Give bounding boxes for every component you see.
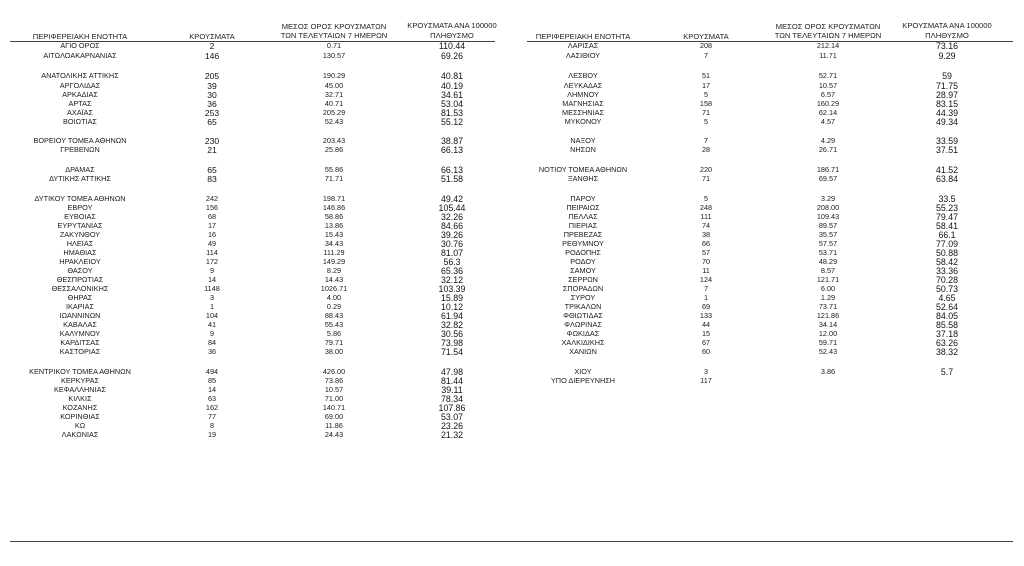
right-avg-7day-value: 8.57 (820, 266, 836, 275)
right-per100k-value: 37.18 (935, 329, 959, 339)
right-avg-7day-value: 12.00 (818, 329, 838, 338)
left-per100k-value: 32.82 (440, 320, 464, 330)
right-cases-value: 74 (701, 221, 711, 230)
right-per100k-value: 59 (942, 71, 952, 81)
right-per100k-value: 49.34 (935, 117, 959, 127)
left-cases-value: 1 (209, 302, 215, 311)
header-per100k-right-line2: ΠΛΗΘΥΣΜΟ (925, 31, 969, 40)
left-region-name: ΚΑΡΔΙΤΣΑΣ (60, 338, 100, 347)
right-region-name: ΠΕΙΡΑΙΩΣ (566, 203, 600, 212)
right-avg-7day-value: 69.57 (818, 174, 838, 183)
left-per100k-value: 55.12 (440, 117, 464, 127)
left-cases-value: 65 (207, 165, 217, 175)
left-region-name: ΑΓΙΟ ΟΡΟΣ (60, 41, 100, 50)
left-per100k-value: 30.76 (440, 239, 464, 249)
left-cases-value: 230 (204, 136, 220, 146)
left-cases-value: 156 (205, 203, 219, 212)
left-per100k-value: 105.44 (438, 203, 466, 213)
left-region-name: ΑΡΓΟΛΙΔΑΣ (59, 81, 101, 90)
right-cases-value: 7 (703, 284, 709, 293)
right-region-name: ΠΕΛΛΑΣ (568, 212, 598, 221)
left-cases-value: 77 (207, 412, 217, 421)
left-avg-7day-value: 15.43 (324, 230, 344, 239)
right-region-name: ΡΕΘΥΜΝΟΥ (562, 239, 604, 248)
right-per100k-value: 44.39 (935, 108, 959, 118)
left-per100k-value: 66.13 (440, 145, 464, 155)
left-per100k-value: 34.61 (440, 90, 464, 100)
left-per100k-value: 39.11 (441, 385, 463, 395)
right-region-name: ΛΑΣΙΘΙΟΥ (565, 51, 601, 60)
left-cases-value: 9 (209, 329, 215, 338)
left-cases-value: 14 (207, 385, 217, 394)
header-per100k-right-line1: ΚΡΟΥΣΜΑΤΑ ΑΝΑ 100000 (902, 21, 992, 30)
header-cases-right: ΚΡΟΥΣΜΑΤΑ (683, 32, 729, 41)
left-per100k-value: 53.07 (440, 412, 464, 422)
left-per100k-value: 107.86 (438, 403, 466, 413)
left-per100k-value: 21.32 (440, 430, 464, 440)
right-per100k-value: 33.5 (938, 194, 956, 204)
right-region-name: ΜΕΣΣΗΝΙΑΣ (562, 108, 604, 117)
left-region-name: ΗΛΕΙΑΣ (66, 239, 94, 248)
right-cases-value: 133 (699, 311, 713, 320)
left-per100k-value: 53.04 (440, 99, 464, 109)
right-cases-value: 11 (702, 266, 710, 275)
left-cases-value: 205 (204, 71, 220, 81)
left-avg-7day-value: 11.86 (325, 421, 343, 430)
left-avg-7day-value: 58.86 (324, 212, 344, 221)
right-avg-7day-value: 186.71 (816, 165, 840, 174)
left-avg-7day-value: 0.71 (326, 41, 342, 50)
left-avg-7day-value: 38.00 (324, 347, 344, 356)
right-cases-value: 60 (701, 347, 711, 356)
left-cases-value: 253 (204, 108, 220, 118)
left-region-name: ΓΡΕΒΕΝΩΝ (60, 145, 100, 154)
left-avg-7day-value: 8.29 (326, 266, 342, 275)
left-avg-7day-value: 52.43 (324, 117, 344, 126)
left-cases-value: 16 (207, 230, 217, 239)
left-cases-value: 84 (207, 338, 217, 347)
left-cases-value: 68 (207, 212, 217, 221)
left-per100k-value: 32.26 (440, 212, 464, 222)
left-region-name: ΔΡΑΜΑΣ (65, 165, 95, 174)
right-per100k-value: 77.09 (935, 239, 959, 249)
right-region-name: ΦΛΩΡΙΝΑΣ (564, 320, 602, 329)
right-per100k-value: 58.42 (935, 257, 959, 267)
left-region-name: ΕΥΒΟΙΑΣ (64, 212, 96, 221)
right-cases-value: 15 (701, 329, 711, 338)
header-avg-right-line1: ΜΕΣΟΣ ΟΡΟΣ ΚΡΟΥΣΜΑΤΩΝ (775, 22, 881, 31)
left-region-name: ΚΕΡΚΥΡΑΣ (60, 376, 100, 385)
left-region-name: ΙΩΑΝΝΙΝΩΝ (59, 311, 101, 320)
left-per100k-value: 47.98 (440, 367, 464, 377)
right-avg-7day-value: 208.00 (816, 203, 840, 212)
left-avg-7day-value: 10.57 (324, 385, 344, 394)
left-avg-7day-value: 55.43 (324, 320, 344, 329)
right-cases-value: 7 (703, 51, 709, 60)
right-region-name: ΠΡΕΒΕΖΑΣ (563, 230, 603, 239)
right-cases-value: 71 (701, 174, 711, 183)
right-region-name: ΧΙΟΥ (574, 367, 592, 376)
left-cases-value: 162 (205, 403, 219, 412)
right-cases-value: 117 (700, 376, 712, 385)
right-cases-value: 57 (701, 248, 711, 257)
left-avg-7day-value: 426.00 (322, 367, 346, 376)
left-region-name: ΛΑΚΩΝΙΑΣ (61, 430, 99, 439)
left-cases-value: 2 (209, 41, 215, 51)
right-avg-7day-value: 1.29 (820, 293, 836, 302)
left-cases-value: 146 (204, 51, 220, 61)
right-region-name: ΝΑΞΟΥ (570, 136, 596, 145)
left-region-name: ΚΟΡΙΝΘΙΑΣ (60, 412, 100, 421)
right-avg-7day-value: 53.71 (818, 248, 838, 257)
left-per100k-value: 49.42 (440, 194, 464, 204)
left-per100k-value: 81.07 (440, 248, 464, 258)
left-region-name: ΗΡΑΚΛΕΙΟΥ (59, 257, 101, 266)
right-region-name: ΠΑΡΟΥ (570, 194, 596, 203)
right-cases-value: 7 (703, 136, 709, 145)
left-cases-value: 21 (207, 145, 217, 155)
left-per100k-value: 73.98 (440, 338, 464, 348)
left-region-name: ΚΕΝΤΡΙΚΟΥ ΤΟΜΕΑ ΑΘΗΝΩΝ (29, 367, 131, 376)
left-per100k-value: 23.26 (440, 421, 464, 431)
left-region-name: ΑΡΚΑΔΙΑΣ (62, 90, 98, 99)
right-region-name: ΡΟΔΟΠΗΣ (565, 248, 601, 257)
right-region-name: ΞΑΝΘΗΣ (567, 174, 599, 183)
header-cases-left: ΚΡΟΥΣΜΑΤΑ (189, 32, 235, 41)
right-region-name: ΠΙΕΡΙΑΣ (568, 221, 598, 230)
left-cases-value: 63 (207, 394, 217, 403)
right-avg-7day-value: 11.71 (819, 51, 837, 60)
left-cases-value: 65 (207, 117, 217, 127)
right-region-name: ΣΠΟΡΑΔΩΝ (562, 284, 604, 293)
left-cases-value: 14 (207, 275, 217, 284)
left-cases-value: 83 (207, 174, 217, 184)
left-region-name: ΚΩ (74, 421, 86, 430)
right-avg-7day-value: 52.71 (818, 71, 838, 80)
right-avg-7day-value: 4.29 (820, 136, 836, 145)
left-region-name: ΚΕΦΑΛΛΗΝΙΑΣ (54, 385, 106, 394)
left-cases-value: 36 (207, 347, 217, 356)
left-cases-value: 242 (205, 194, 219, 203)
right-cases-value: 66 (701, 239, 711, 248)
left-region-name: ΚΑΛΥΜΝΟΥ (59, 329, 101, 338)
header-avg-left-line1: ΜΕΣΟΣ ΟΡΟΣ ΚΡΟΥΣΜΑΤΩΝ (281, 22, 387, 31)
left-cases-value: 49 (207, 239, 217, 248)
left-avg-7day-value: 71.71 (324, 174, 344, 183)
right-avg-7day-value: 26.71 (818, 145, 838, 154)
right-per100k-value: 73.16 (935, 41, 959, 51)
right-per100k-value: 63.26 (935, 338, 959, 348)
left-avg-7day-value: 203.43 (322, 136, 346, 145)
left-per100k-value: 39.26 (440, 230, 464, 240)
right-per100k-value: 41.52 (935, 165, 959, 175)
right-region-name: ΝΟΤΙΟΥ ΤΟΜΕΑ ΑΘΗΝΩΝ (538, 165, 628, 174)
right-avg-7day-value: 89.57 (818, 221, 838, 230)
right-cases-value: 158 (699, 99, 713, 108)
left-per100k-value: 71.54 (440, 347, 464, 357)
left-per100k-value: 66.13 (440, 165, 464, 175)
left-per100k-value: 81.44 (440, 376, 464, 386)
right-avg-7day-value: 73.71 (818, 302, 838, 311)
left-region-name: ΒΟΙΩΤΙΑΣ (63, 117, 97, 126)
left-cases-value: 9 (209, 266, 215, 275)
right-avg-7day-value: 4.57 (820, 117, 836, 126)
left-region-name: ΑΧΑΪΑΣ (66, 108, 94, 117)
left-per100k-value: 110.44 (438, 41, 466, 51)
left-per100k-value: 69.26 (440, 51, 464, 61)
left-avg-7day-value: 198.71 (322, 194, 346, 203)
right-per100k-value: 37.51 (935, 145, 959, 155)
left-region-name: ΖΑΚΥΝΘΟΥ (59, 230, 101, 239)
right-per100k-value: 70.28 (935, 275, 959, 285)
left-avg-7day-value: 24.43 (324, 430, 344, 439)
left-cases-value: 104 (205, 311, 219, 320)
left-avg-7day-value: 130.57 (322, 51, 346, 60)
right-cases-value: 248 (699, 203, 713, 212)
left-region-name: ΗΜΑΘΙΑΣ (63, 248, 97, 257)
right-avg-7day-value: 212.14 (816, 41, 840, 50)
left-per100k-value: 84.66 (440, 221, 464, 231)
left-avg-7day-value: 40.71 (324, 99, 344, 108)
left-per100k-value: 38.87 (440, 136, 464, 146)
left-region-name: ΙΚΑΡΙΑΣ (65, 302, 95, 311)
right-avg-7day-value: 121.86 (816, 311, 840, 320)
right-avg-7day-value: 35.57 (818, 230, 838, 239)
right-region-name: ΥΠΟ ΔΙΕΡΕΥΝΗΣΗ (550, 376, 616, 385)
right-region-name: ΦΩΚΙΔΑΣ (566, 329, 600, 338)
right-per100k-value: 55.23 (935, 203, 959, 213)
left-region-name: ΔΥΤΙΚΗΣ ΑΤΤΙΚΗΣ (49, 174, 111, 183)
header-region-left: ΠΕΡΙΦΕΡΕΙΑΚΗ ΕΝΟΤΗΤΑ (32, 32, 128, 41)
left-avg-7day-value: 13.86 (324, 221, 344, 230)
right-per100k-value: 33.36 (935, 266, 959, 276)
right-region-name: ΣΑΜΟΥ (570, 266, 596, 275)
left-avg-7day-value: 149.29 (322, 257, 346, 266)
left-cases-value: 1148 (204, 284, 220, 293)
left-cases-value: 30 (207, 90, 217, 100)
left-avg-7day-value: 205.29 (322, 108, 346, 117)
left-avg-7day-value: 73.86 (324, 376, 344, 385)
left-avg-7day-value: 34.43 (324, 239, 344, 248)
left-per100k-value: 40.19 (440, 81, 464, 91)
right-per100k-value: 52.64 (935, 302, 959, 312)
right-region-name: ΛΕΥΚΑΔΑΣ (563, 81, 603, 90)
right-per100k-value: 50.88 (935, 248, 959, 258)
right-avg-7day-value: 3.29 (820, 194, 836, 203)
right-cases-value: 38 (701, 230, 711, 239)
right-avg-7day-value: 48.29 (818, 257, 838, 266)
header-per100k-left-line1: ΚΡΟΥΣΜΑΤΑ ΑΝΑ 100000 (407, 21, 497, 30)
left-per100k-value: 15.89 (440, 293, 464, 303)
right-avg-7day-value: 6.00 (820, 284, 836, 293)
right-region-name: ΤΡΙΚΑΛΩΝ (564, 302, 602, 311)
right-region-name: ΛΗΜΝΟΥ (567, 90, 599, 99)
right-avg-7day-value: 160.29 (816, 99, 840, 108)
left-avg-7day-value: 146.86 (322, 203, 346, 212)
left-per100k-value: 30.56 (440, 329, 464, 339)
left-per100k-value: 32.12 (440, 275, 464, 285)
header-per100k-left-line2: ΠΛΗΘΥΣΜΟ (430, 31, 474, 40)
left-region-name: ΕΒΡΟΥ (67, 203, 93, 212)
left-avg-7day-value: 0.29 (326, 302, 342, 311)
right-per100k-value: 33.59 (935, 136, 959, 146)
left-region-name: ΒΟΡΕΙΟΥ ΤΟΜΕΑ ΑΘΗΝΩΝ (33, 136, 127, 145)
right-per100k-value: 71.75 (935, 81, 959, 91)
right-cases-value: 17 (701, 81, 711, 90)
left-avg-7day-value: 32.71 (324, 90, 344, 99)
left-cases-value: 39 (207, 81, 217, 91)
right-cases-value: 5 (703, 194, 709, 203)
right-region-name: ΛΑΡΙΣΑΣ (567, 41, 599, 50)
right-cases-value: 3 (703, 367, 709, 376)
left-avg-7day-value: 45.00 (324, 81, 344, 90)
left-cases-value: 114 (206, 248, 218, 257)
right-per100k-value: 84.05 (935, 311, 959, 321)
right-per100k-value: 50.73 (935, 284, 959, 294)
right-per100k-value: 5.7 (940, 367, 954, 377)
table-bottom-rule (10, 541, 1013, 542)
left-cases-value: 3 (209, 293, 215, 302)
left-avg-7day-value: 69.00 (324, 412, 344, 421)
right-per100k-value: 66.1 (938, 230, 956, 240)
right-cases-value: 111 (700, 212, 712, 221)
left-avg-7day-value: 5.86 (326, 329, 342, 338)
right-cases-value: 5 (703, 90, 709, 99)
left-per100k-value: 81.53 (440, 108, 464, 118)
left-per100k-value: 40.81 (440, 71, 464, 81)
right-region-name: ΣΥΡΟΥ (570, 293, 596, 302)
left-avg-7day-value: 55.86 (324, 165, 344, 174)
left-region-name: ΘΕΣΣΑΛΟΝΙΚΗΣ (51, 284, 109, 293)
left-avg-7day-value: 14.43 (324, 275, 344, 284)
right-avg-7day-value: 10.57 (818, 81, 838, 90)
right-per100k-value: 79.47 (935, 212, 959, 222)
left-cases-value: 494 (205, 367, 219, 376)
left-region-name: ΔΥΤΙΚΟΥ ΤΟΜΕΑ ΑΘΗΝΩΝ (34, 194, 126, 203)
left-avg-7day-value: 140.71 (322, 403, 346, 412)
right-cases-value: 44 (701, 320, 711, 329)
left-per100k-value: 10.12 (440, 302, 464, 312)
right-per100k-value: 58.41 (935, 221, 959, 231)
left-per100k-value: 65.36 (440, 266, 464, 276)
right-avg-7day-value: 6.57 (820, 90, 836, 99)
right-avg-7day-value: 52.43 (818, 347, 838, 356)
left-region-name: ΘΗΡΑΣ (67, 293, 93, 302)
right-region-name: ΜΑΓΝΗΣΙΑΣ (562, 99, 604, 108)
left-per100k-value: 51.58 (440, 174, 464, 184)
left-avg-7day-value: 4.00 (326, 293, 342, 302)
right-per100k-value: 38.32 (935, 347, 959, 357)
left-avg-7day-value: 1026.71 (320, 284, 348, 293)
left-per100k-value: 56.3 (443, 257, 461, 267)
left-per100k-value: 103.39 (438, 284, 466, 294)
right-cases-value: 208 (699, 41, 713, 50)
header-avg-right-line2: ΤΩΝ ΤΕΛΕΥΤΑΙΩΝ 7 ΗΜΕΡΩΝ (774, 31, 882, 40)
right-cases-value: 28 (701, 145, 711, 154)
left-cases-value: 85 (207, 376, 217, 385)
left-avg-7day-value: 71.00 (324, 394, 344, 403)
left-cases-value: 17 (207, 221, 217, 230)
right-region-name: ΣΕΡΡΩΝ (568, 275, 598, 284)
left-cases-value: 172 (205, 257, 219, 266)
right-cases-value: 71 (701, 108, 711, 117)
right-avg-7day-value: 62.14 (818, 108, 838, 117)
left-region-name: ΚΑΣΤΟΡΙΑΣ (59, 347, 101, 356)
right-avg-7day-value: 109.43 (816, 212, 840, 221)
left-region-name: ΑΡΤΑΣ (68, 99, 92, 108)
right-per100k-value: 9.29 (938, 51, 956, 61)
right-per100k-value: 83.15 (935, 99, 959, 109)
left-avg-7day-value: 88.43 (324, 311, 344, 320)
right-cases-value: 51 (701, 71, 711, 80)
right-region-name: ΦΘΙΩΤΙΔΑΣ (563, 311, 603, 320)
left-avg-7day-value: 190.29 (322, 71, 346, 80)
left-region-name: ΘΕΣΠΡΩΤΙΑΣ (56, 275, 104, 284)
right-region-name: ΛΕΣΒΟΥ (568, 71, 598, 80)
left-avg-7day-value: 79.71 (324, 338, 344, 347)
right-avg-7day-value: 121.71 (816, 275, 840, 284)
left-cases-value: 8 (209, 421, 215, 430)
right-avg-7day-value: 3.86 (820, 367, 836, 376)
right-region-name: ΡΟΔΟΥ (570, 257, 596, 266)
right-avg-7day-value: 57.57 (818, 239, 838, 248)
left-region-name: ΑΙΤΩΛΟΑΚΑΡΝΑΝΙΑΣ (43, 51, 117, 60)
left-cases-value: 36 (207, 99, 217, 109)
left-per100k-value: 78.34 (440, 394, 464, 404)
header-avg-left-line2: ΤΩΝ ΤΕΛΕΥΤΑΙΩΝ 7 ΗΜΕΡΩΝ (280, 31, 388, 40)
left-region-name: ΑΝΑΤΟΛΙΚΗΣ ΑΤΤΙΚΗΣ (41, 71, 119, 80)
left-region-name: ΚΑΒΑΛΑΣ (63, 320, 97, 329)
right-region-name: ΜΥΚΟΝΟΥ (564, 117, 602, 126)
right-cases-value: 124 (699, 275, 713, 284)
right-avg-7day-value: 34.14 (818, 320, 838, 329)
left-per100k-value: 61.94 (440, 311, 464, 321)
right-avg-7day-value: 59.71 (818, 338, 838, 347)
left-region-name: ΚΟΖΑΝΗΣ (62, 403, 98, 412)
left-region-name: ΘΑΣΟΥ (67, 266, 93, 275)
left-cases-value: 41 (207, 320, 217, 329)
right-cases-value: 1 (703, 293, 709, 302)
right-region-name: ΧΑΛΚΙΔΙΚΗΣ (561, 338, 605, 347)
right-region-name: ΧΑΝΙΩΝ (569, 347, 597, 356)
left-region-name: ΚΙΛΚΙΣ (68, 394, 92, 403)
left-cases-value: 19 (207, 430, 217, 439)
left-avg-7day-value: 111.29 (323, 248, 345, 257)
right-per100k-value: 28.97 (935, 90, 959, 100)
right-cases-value: 5 (703, 117, 709, 126)
right-cases-value: 220 (699, 165, 713, 174)
right-region-name: ΝΗΣΩΝ (570, 145, 596, 154)
right-cases-value: 67 (701, 338, 711, 347)
right-per100k-value: 4.65 (938, 293, 956, 303)
right-cases-value: 70 (701, 257, 711, 266)
right-cases-value: 69 (701, 302, 711, 311)
left-region-name: ΕΥΡΥΤΑΝΙΑΣ (57, 221, 103, 230)
right-per100k-value: 85.58 (935, 320, 959, 330)
header-region-right: ΠΕΡΙΦΕΡΕΙΑΚΗ ΕΝΟΤΗΤΑ (535, 32, 631, 41)
right-per100k-value: 63.84 (935, 174, 959, 184)
left-avg-7day-value: 25.86 (324, 145, 344, 154)
